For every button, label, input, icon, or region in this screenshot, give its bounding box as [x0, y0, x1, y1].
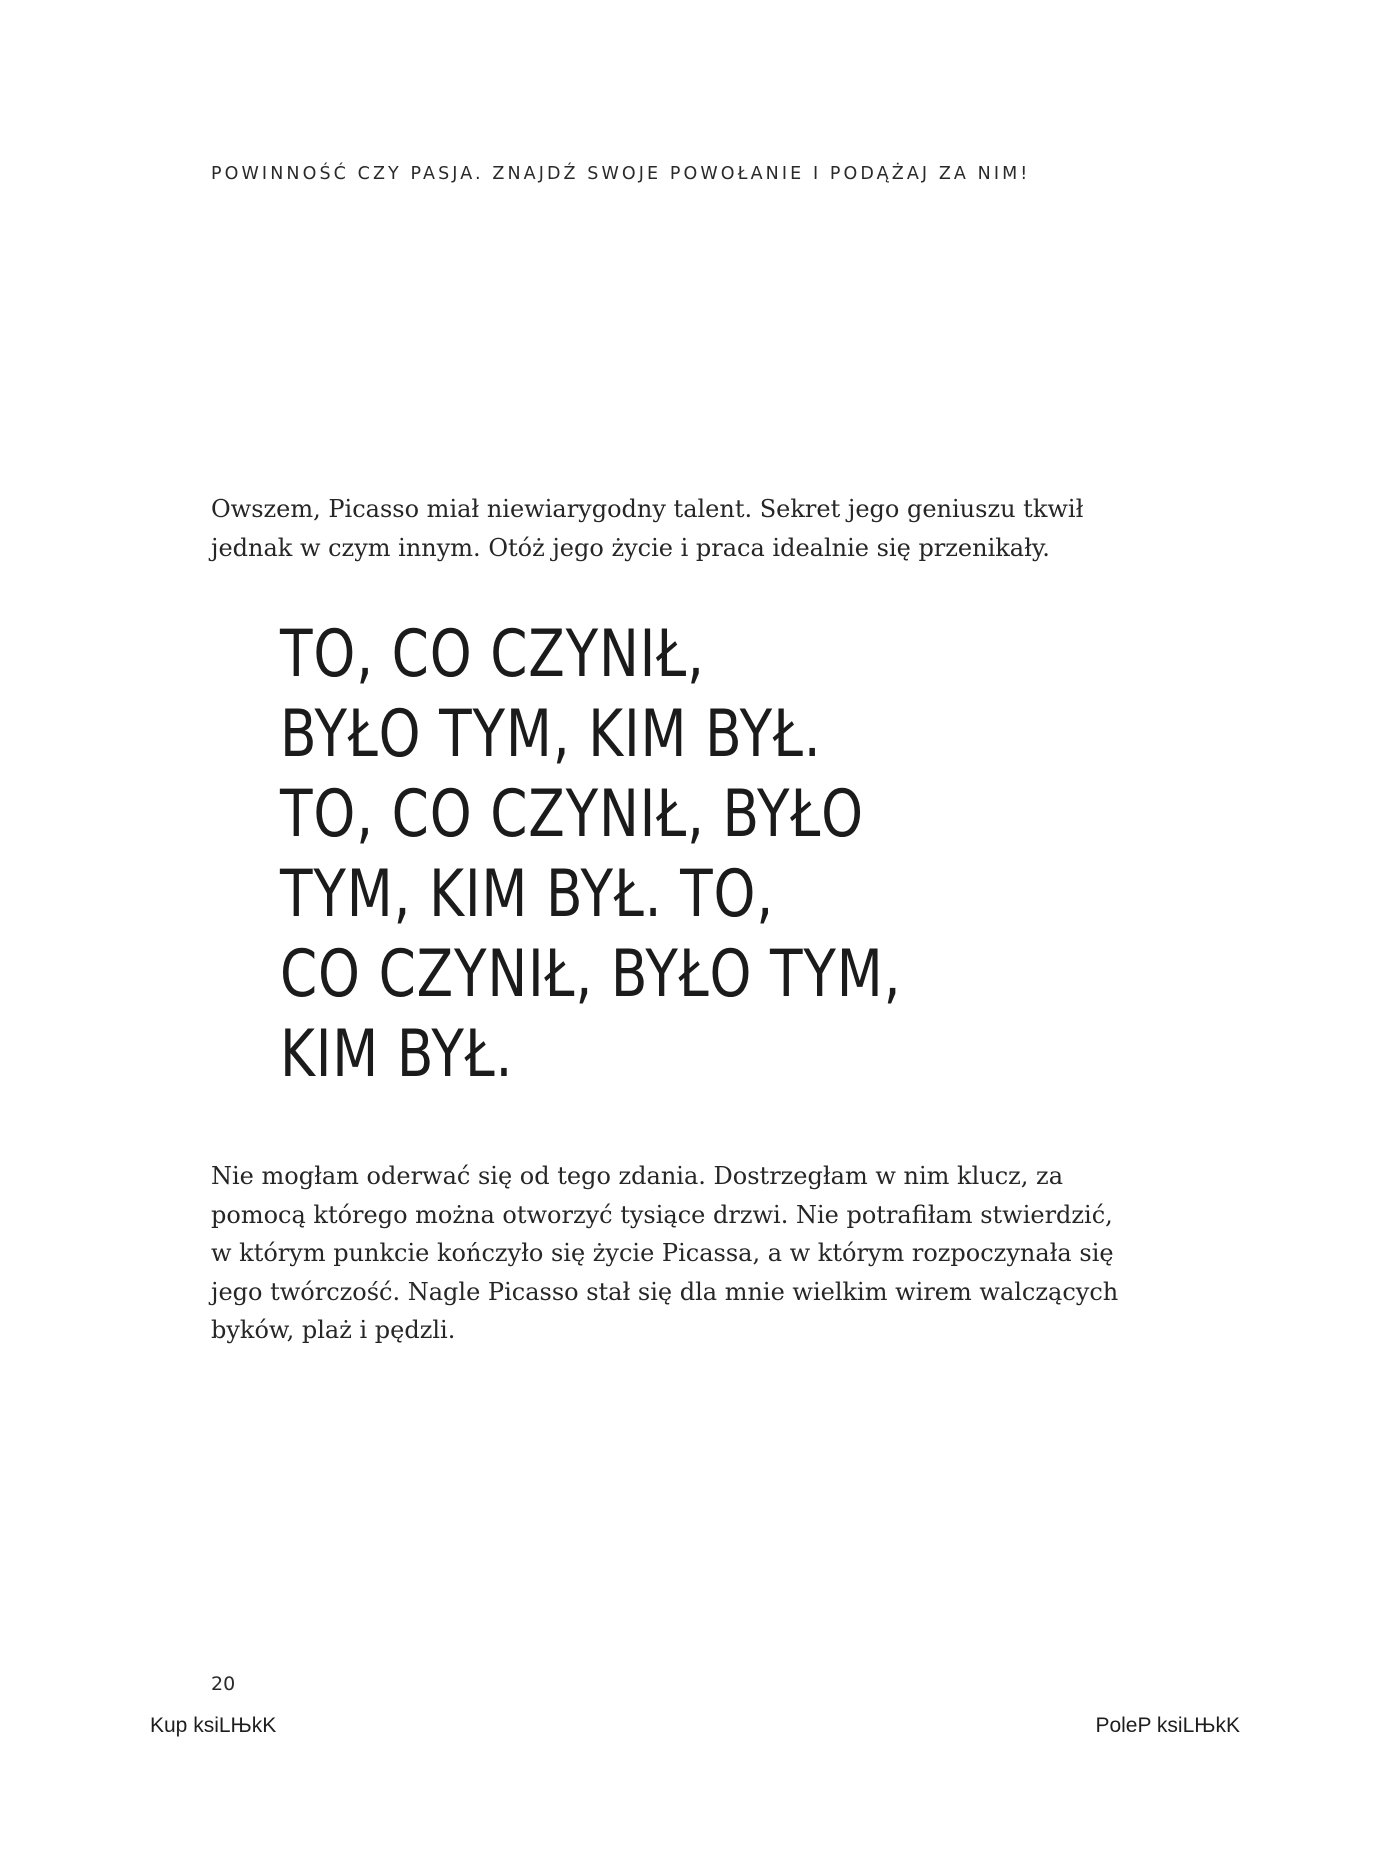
body-paragraph-1: [211, 490, 1111, 567]
paragraph-line: w którym punkcie kończyło się życie Picassa, a w którym rozpoczynała się: [211, 1239, 1114, 1267]
page-number: 20: [211, 1673, 236, 1695]
handwritten-line: BYŁO TYM, KIM BYŁ.: [280, 697, 822, 772]
handwritten-line: TYM, KIM BYŁ. TO,: [280, 857, 775, 932]
paragraph-line: jednak w czym innym. Otóż jego życie i praca idealnie się przenikały.: [211, 533, 1050, 562]
handwritten-line: CO CZYNIŁ, BYŁO TYM,: [280, 937, 902, 1012]
running-header-title: POWINNOŚĆ CZY PASJA. ZNAJDŹ SWOJE POWOŁANIE I PODĄŻAJ ZA NIM!: [211, 164, 1031, 184]
paragraph-line: Nie mogłam oderwać się od tego zdania. Dostrzegłam w nim klucz, za: [211, 1162, 1064, 1190]
handwritten-line: TO, CO CZYNIŁ,: [280, 617, 705, 692]
paragraph-line: jego twórczość. Nagle Picasso stał się dla mnie wielkim wirem walczących: [211, 1277, 1119, 1306]
handwritten-line: KIM BYŁ.: [280, 1017, 514, 1092]
recommend-book-link[interactable]: PoleP ksiLЊkK: [1095, 1714, 1240, 1737]
paragraph-line: byków, plaż i pędzli.: [211, 1316, 456, 1344]
buy-book-link[interactable]: Kup ksiLЊkK: [150, 1714, 277, 1737]
paragraph-line: Owszem, Picasso miał niewiarygodny talent. Sekret jego geniuszu tkwił: [211, 495, 1084, 523]
paragraph-line: pomocą którego można otworzyć tysiące drzwi. Nie potrafiłam stwierdzić,: [211, 1200, 1113, 1229]
handwritten-line: TO, CO CZYNIŁ, BYŁO: [280, 777, 864, 852]
handwritten-quote: [280, 615, 901, 1095]
body-paragraph-2: [211, 1157, 1119, 1350]
